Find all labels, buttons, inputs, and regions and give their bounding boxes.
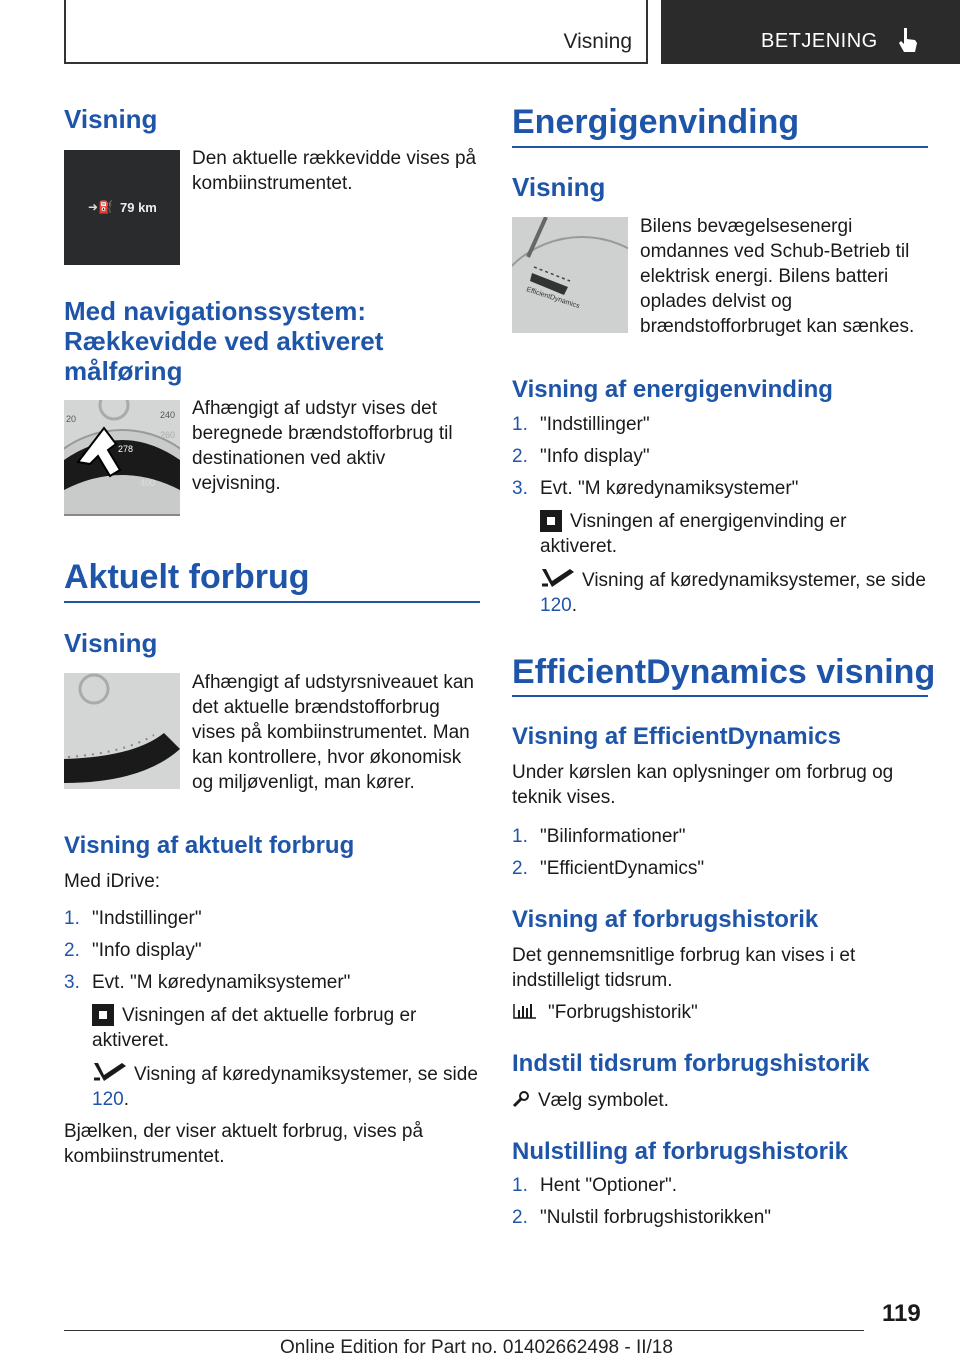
energy-gauge-image bbox=[512, 217, 628, 333]
right-note2-text: Visning af køredynamiksystemer, se side bbox=[582, 570, 926, 591]
ed-step-1 bbox=[512, 826, 686, 848]
ed-step-2-text: "EfficientDynamics" bbox=[540, 858, 705, 879]
right-step-2-text: "Info display" bbox=[540, 446, 650, 467]
bar-text: Bjælken, der viser aktuelt forbrug, vises på kombiinstrumentet. bbox=[64, 1121, 424, 1167]
tid-text: Vælg symbolet. bbox=[538, 1090, 669, 1111]
energigenvinding-rule bbox=[512, 146, 928, 148]
pointing-hand-icon bbox=[895, 26, 921, 54]
driving-dynamics-icon bbox=[92, 1061, 126, 1083]
left-page-link[interactable]: 120 bbox=[92, 1089, 124, 1110]
right-step-3 bbox=[512, 478, 798, 500]
left-note1 bbox=[92, 1003, 480, 1053]
left-step-2-num: 2. bbox=[64, 940, 80, 961]
nul-step-1-text: Hent "Optioner". bbox=[540, 1175, 678, 1196]
right-visning-title: Visning bbox=[512, 172, 606, 202]
consumption-gauge-image bbox=[64, 673, 180, 789]
left-visning1-title: Visning bbox=[64, 104, 158, 134]
forbrugshistorik-title: Visning af forbrugshistorik bbox=[512, 906, 819, 933]
left-visning2-text: Afhængigt af udstyrsniveauet kan det aktuelle brændstofforbrug vises på kombiinstrumentet. Man kan kontrollere, hvor økonomisk og miljøvenligt, man kører. bbox=[192, 672, 475, 793]
tidsrum-title: Indstil tidsrum forbrugshistorik bbox=[512, 1050, 870, 1077]
nul-step-1 bbox=[512, 1175, 677, 1197]
efficientdynamics-rule bbox=[512, 695, 928, 697]
right-step-3-text: Evt. "M køredynamiksystemer" bbox=[540, 478, 799, 499]
header-section-title: Visning bbox=[563, 30, 632, 53]
left-step-3-text: Evt. "M køredynamiksystemer" bbox=[92, 972, 351, 993]
ed-step-1-num: 1. bbox=[512, 826, 528, 847]
nul-step-2 bbox=[512, 1207, 771, 1229]
nul-step-2-text: "Nulstil forbrugshistorikken" bbox=[540, 1207, 772, 1228]
page-number: 119 bbox=[882, 1300, 921, 1327]
driving-dynamics-icon bbox=[540, 567, 574, 589]
footer-rule bbox=[64, 1330, 864, 1331]
left-step-1-num: 1. bbox=[64, 908, 80, 929]
nav-gauge-graphic bbox=[64, 400, 180, 516]
right-visning-text: Bilens bevægelsesenergi omdannes ved Schub-Betrieb til elektrisk energi. Bilens batteri oplades delvist og brændstofforbruget kan sænkes. bbox=[640, 216, 915, 337]
right-page-link[interactable]: 120 bbox=[540, 595, 572, 616]
idrive-label: Med iDrive: bbox=[64, 871, 161, 892]
vaed-text: Under kørslen kan oplysninger om forbrug og teknik vises. bbox=[512, 762, 894, 808]
bar-chart-icon bbox=[512, 1002, 538, 1020]
right-step-1-text: "Indstillinger" bbox=[540, 414, 650, 435]
energigenvinding-title: Energigenvinding bbox=[512, 103, 800, 141]
nav-gauge-image bbox=[64, 400, 180, 516]
checkbox-icon bbox=[544, 514, 558, 528]
footer-edition: Online Edition for Part no. 01402662498 - II/18 bbox=[280, 1337, 673, 1358]
left-visning1-text: Den aktuelle rækkevidde vises på kombiinstrumentet. bbox=[192, 148, 477, 194]
visning-energigenvinding-title: Visning af energigenvinding bbox=[512, 376, 833, 403]
nulstilling-title: Nulstilling af forbrugshistorik bbox=[512, 1138, 849, 1165]
right-note1-text: Visningen af energigenvinding er aktiveret. bbox=[540, 511, 847, 557]
header-chapter-tab bbox=[661, 0, 960, 64]
ed-step-1-text: "Bilinformationer" bbox=[540, 826, 686, 847]
ed-step-2-num: 2. bbox=[512, 858, 528, 879]
gauge-label-20: 20 bbox=[66, 414, 77, 424]
aktuelt-forbrug-title: Aktuelt forbrug bbox=[64, 558, 310, 596]
gauge-label-278: 278 bbox=[118, 444, 134, 454]
fuel-pump-icon: ➜⛽ bbox=[88, 200, 113, 214]
nul-step-1-num: 1. bbox=[512, 1175, 528, 1196]
gauge-label-240: 240 bbox=[160, 410, 176, 420]
right-note1 bbox=[540, 509, 928, 559]
range-value: 79 km bbox=[120, 200, 157, 215]
gauge-label-400: 400 bbox=[140, 478, 156, 488]
right-note2: Visning af køredynamiksystemer, se side 120. bbox=[540, 567, 928, 618]
wrench-icon bbox=[512, 1090, 530, 1108]
right-step-1 bbox=[512, 414, 650, 436]
header-chapter-title: BETJENING bbox=[761, 30, 878, 52]
gauge-label-260: 260 bbox=[160, 430, 176, 440]
left-step-2-text: "Info display" bbox=[92, 940, 202, 961]
ed-step-2 bbox=[512, 858, 704, 880]
efficientdynamics-visning-title: EfficientDynamics visning bbox=[512, 653, 936, 691]
nav-section-text: Afhængigt af udstyr vises det beregnede brændstofforbrug til destinationen ved aktiv vejvisning. bbox=[192, 398, 453, 494]
aktuelt-forbrug-rule bbox=[64, 601, 480, 603]
hist-item bbox=[512, 1000, 928, 1025]
efficient-label: EfficientDynamics bbox=[525, 286, 581, 311]
left-note1-text: Visningen af det aktuelle forbrug er aktiveret. bbox=[92, 1005, 417, 1051]
left-step-1 bbox=[64, 908, 202, 930]
checkbox-icon bbox=[96, 1008, 110, 1022]
range-display-image bbox=[64, 150, 180, 265]
energy-gauge-graphic bbox=[512, 217, 628, 333]
left-step-3 bbox=[64, 972, 350, 994]
left-step-3-num: 3. bbox=[64, 972, 80, 993]
left-note2: Visning af køredynamiksystemer, se side 120. bbox=[92, 1061, 480, 1112]
tid-item bbox=[512, 1088, 928, 1113]
left-visning2-title: Visning bbox=[64, 628, 158, 658]
right-step-1-num: 1. bbox=[512, 414, 528, 435]
left-step-1-text: "Indstillinger" bbox=[92, 908, 202, 929]
nul-step-2-num: 2. bbox=[512, 1207, 528, 1228]
left-step-2 bbox=[64, 940, 202, 962]
right-step-3-num: 3. bbox=[512, 478, 528, 499]
hist-text: Det gennemsnitlige forbrug kan vises i et indstilleligt tidsrum. bbox=[512, 945, 856, 991]
visning-efficientdynamics-title: Visning af EfficientDynamics bbox=[512, 723, 841, 750]
nav-section-title: Med navigationssystem: Rækkevidde ved aktiveret målføring bbox=[64, 296, 384, 386]
consumption-gauge-graphic bbox=[64, 673, 180, 789]
hist-item-text: "Forbrugshistorik" bbox=[548, 1002, 698, 1023]
right-step-2 bbox=[512, 446, 650, 468]
visning-aktuelt-forbrug-title: Visning af aktuelt forbrug bbox=[64, 832, 355, 859]
left-note2-text: Visning af køredynamiksystemer, se side bbox=[134, 1064, 478, 1085]
header-section-box bbox=[64, 0, 648, 64]
right-step-2-num: 2. bbox=[512, 446, 528, 467]
